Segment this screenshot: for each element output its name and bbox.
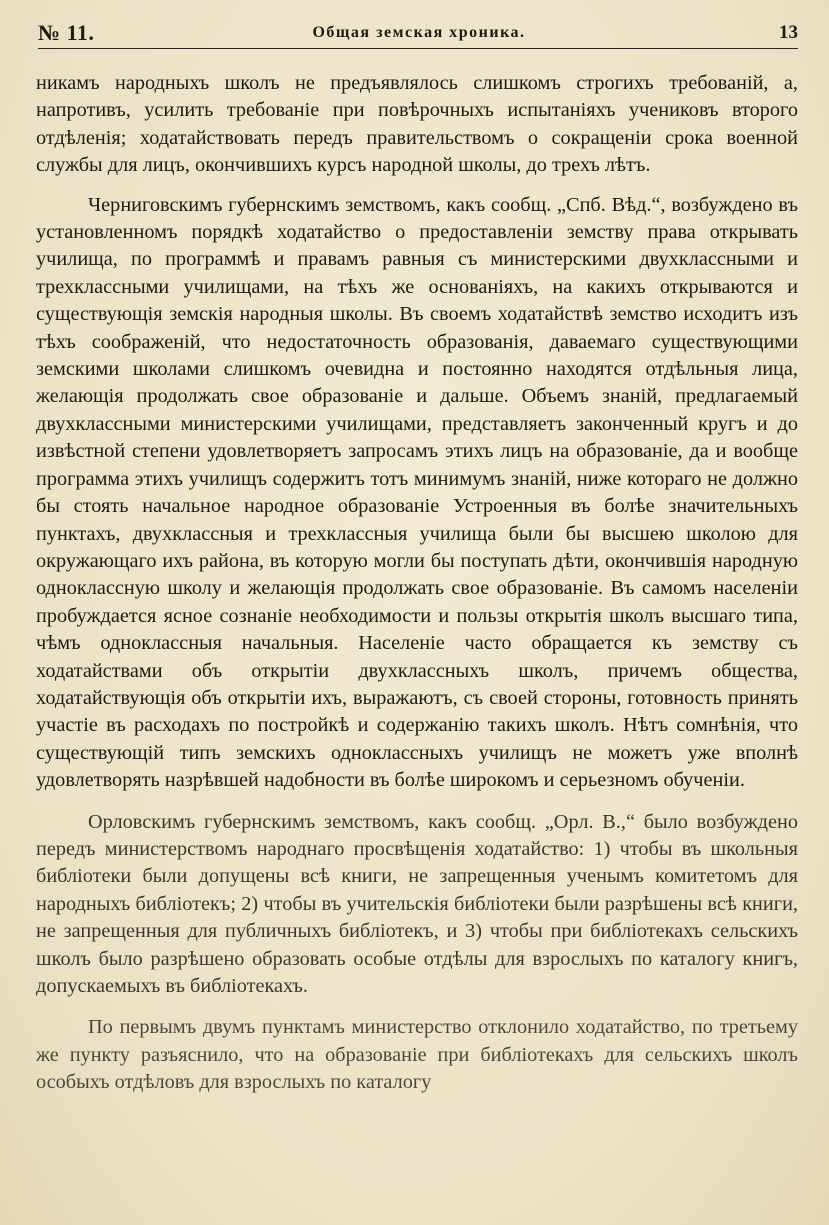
header-rule [38, 48, 798, 49]
issue-number: № 11. [38, 20, 95, 45]
page-header [38, 18, 800, 50]
page-number: 13 [779, 22, 798, 43]
paragraph: никамъ народныхъ школъ не предъявлялось слишкомъ строгихъ требованій, а, напротивъ, усилить требованіе при повѣрочныхъ испытаніяхъ учениковъ второго отдѣленія; ходатайствовать передъ правительствомъ о сокращеніи срока военной службы для лицъ, окончившихъ курсъ народной школы, до трехъ лѣтъ. [36, 72, 798, 177]
running-title: Общая земская хроника. [312, 24, 526, 41]
body-text [36, 70, 798, 1097]
paragraph: Черниговскимъ губернскимъ земствомъ, какъ сообщ. „Спб. Вѣд.“, возбуждено въ установленномъ порядкѣ ходатайство о предоставленіи земству права открывать училища, по программѣ и правамъ равныя съ министерскими двухклассными и трехклассными училищами, на тѣхъ же основаніяхъ, на какихъ открываются и существующія земскія народныя школы. Въ своемъ ходатайствѣ земство исходитъ изъ тѣхъ соображеній, что недостаточность образованія, даваемаго существующими земскими школами слишкомъ очевидна и постоянно находятся отдѣльныя лица, желающія продолжать свое образованіе и дальше. Объемъ знаній, предлагаемый двухклассными министерскими училищами, представляетъ законченный кругъ и до извѣстной степени удовлетворяетъ запросамъ этихъ лицъ на образованіе, да и вообще программа этихъ училищъ содержитъ тотъ минимумъ знаній, ниже котораго не должно бы стоять начальное народное образованіе Устроенныя въ болѣе значительныхъ пунктахъ, двухклассныя и трехклассныя училища были бы высшею школою для окружающаго ихъ района, въ которую могли бы поступать дѣти, окончившія народную одноклассную школу и желающія продолжать свое образованіе. Въ самомъ населеніи пробуждается ясное сознаніе необходимости и пользы открытія школъ высшаго типа, чѣмъ одноклассныя начальныя. Населеніе часто обращается къ земству съ ходатайствами объ открытіи двухклассныхъ школъ, причемъ общества, ходатайствующія объ открытіи ихъ, выражаютъ, съ своей стороны, готовность принять участіе въ расходахъ по постройкѣ и содержанію такихъ школъ. Нѣтъ сомнѣнія, что существующій типъ земскихъ одноклассныхъ училищъ не можетъ уже вполнѣ удовлетворять назрѣвшей надобности въ болѣе широкомъ и серьезномъ обученіи. [36, 193, 798, 792]
paragraph: По первымъ двумъ пунктамъ министерство отклонило ходатайство, по третьему же пункту разъяснило, что на образованіе при библіотекахъ для сельскихъ школъ особыхъ отдѣловъ для взрослыхъ по каталогу [36, 1016, 798, 1094]
paragraph: Орловскимъ губернскимъ земствомъ, какъ сообщ. „Орл. В.,“ было возбуждено передъ министерствомъ народнаго просвѣщенія ходатайство: 1) чтобы въ школьныя библіотеки были допущены всѣ книги, не запрещенныя ученымъ комитетомъ для народныхъ библіотекъ; 2) чтобы въ учительскія библіотеки были разрѣшены всѣ книги, не запрещенныя для публичныхъ библіотекъ, и 3) чтобы при библіотекахъ сельскихъ школъ было разрѣшено образовать особые отдѣлы для взрослыхъ по каталогу книгъ, допускаемыхъ въ библіотекахъ. [36, 810, 798, 997]
